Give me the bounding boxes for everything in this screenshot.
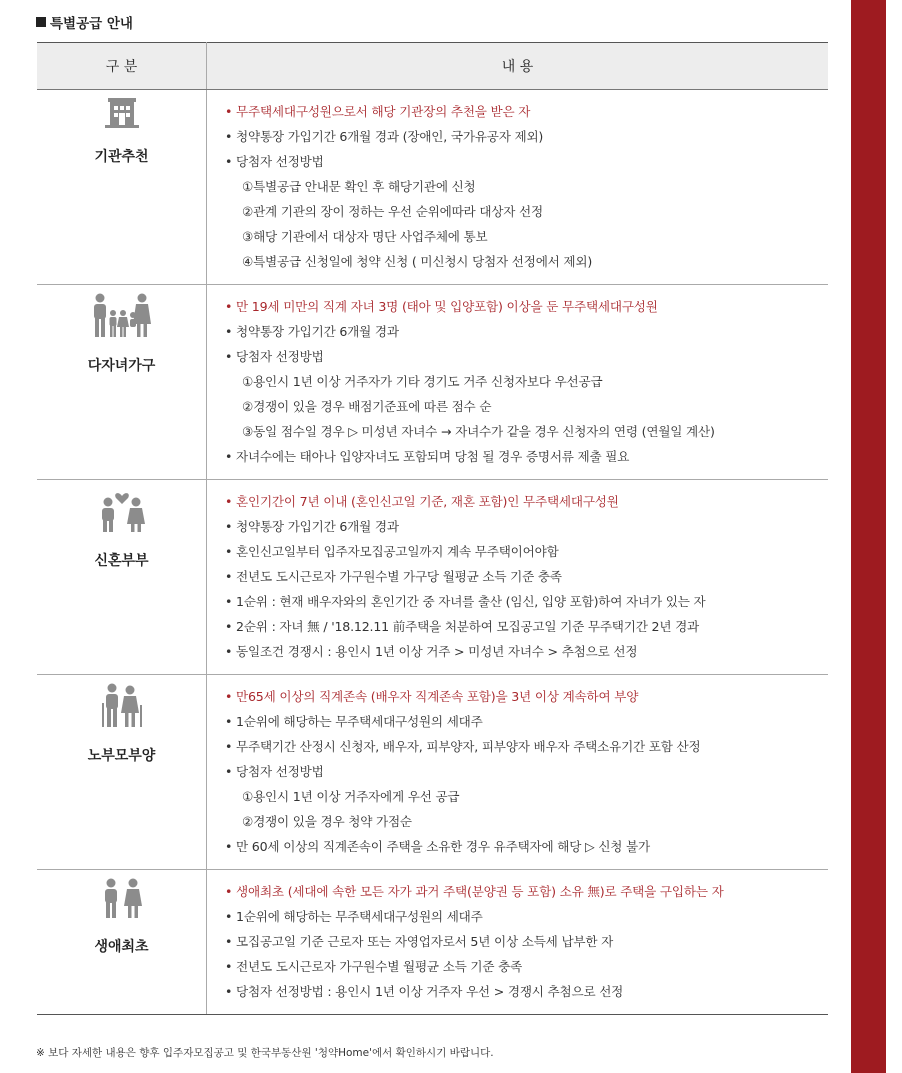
header-content: 내 용 [207,43,829,90]
content-cell [207,285,829,480]
content-cell [207,675,829,870]
section-title [36,12,133,32]
bullet-line: • 만 60세 이상의 직계존속이 주택을 소유한 경우 유주택자에 해당 ▷ 신청 불가 [225,839,650,854]
bullet-line: • 당첨자 선정방법 [225,764,324,779]
sub-item-line: ②경쟁이 있을 경우 배점기준표에 따른 점수 순 [242,399,492,414]
square-bullet-icon [36,17,46,27]
table-row [37,675,828,870]
bullet-line: • 당첨자 선정방법 [225,349,324,364]
sub-item-line: ③동일 점수일 경우 ▷ 미성년 자녀수 → 자녀수가 같을 경우 신청자의 연령 (연월일 계산) [242,424,715,439]
bullet-line: • 동일조건 경쟁시 : 용인시 1년 이상 거주 > 미성년 자녀수 > 추첨으로 선정 [225,644,638,659]
bullet-line: • 무주택기간 산정시 신청자, 배우자, 피부양자, 피부양자 배우자 주택소유기간 포함 산정 [225,739,701,754]
table-row [37,870,828,1015]
category-cell [37,675,207,870]
building-icon [38,98,205,132]
content-cell [207,870,829,1015]
highlight-line: • 혼인기간이 7년 이내 (혼인신고일 기준, 재혼 포함)인 무주택세대구성원 [225,494,619,509]
category-label: 기관추천 [94,149,149,165]
category-label: 신혼부부 [94,553,149,569]
bullet-line: • 당첨자 선정방법 : 용인시 1년 이상 거주자 우선 > 경쟁시 추첨으로 선정 [225,984,624,999]
category-cell [37,90,207,285]
couple-icon [38,878,205,922]
header-category: 구 분 [37,43,207,90]
category-cell [37,285,207,480]
sub-item-line: ②경쟁이 있을 경우 청약 가점순 [242,814,412,829]
section-title-text: 특별공급 안내 [50,16,133,32]
category-label: 노부모부양 [87,748,156,764]
content-cell [207,90,829,285]
sub-item-line: ②관계 기관의 장이 정하는 우선 순위에따라 대상자 선정 [242,204,543,219]
highlight-line: • 만 19세 미만의 직계 자녀 3명 (태아 및 입양포함) 이상을 둔 무주택세대구성원 [225,299,658,314]
sub-item-line: ①용인시 1년 이상 거주자가 기타 경기도 거주 신청자보다 우선공급 [242,374,603,389]
bullet-line: • 자녀수에는 태아나 입양자녀도 포함되며 당첨 될 경우 증명서류 제출 필요 [225,449,630,464]
couple-heart-icon [38,488,205,536]
bullet-line: • 전년도 도시근로자 가구원수별 가구당 월평균 소득 기준 충족 [225,569,562,584]
side-accent-bar [851,0,886,1073]
bullet-line: • 모집공고일 기준 근로자 또는 자영업자로서 5년 이상 소득세 납부한 자 [225,934,614,949]
bullet-line: • 혼인신고일부터 입주자모집공고일까지 계속 무주택이어야함 [225,544,559,559]
bullet-line: • 1순위에 해당하는 무주택세대구성원의 세대주 [225,909,483,924]
bullet-line: • 청약통장 가입기간 6개월 경과 [225,324,399,339]
bullet-line: • 당첨자 선정방법 [225,154,324,169]
category-cell [37,480,207,675]
sub-item-line: ①특별공급 안내문 확인 후 해당기관에 신청 [242,179,476,194]
content-cell [207,480,829,675]
sub-item-line: ③해당 기관에서 대상자 명단 사업주체에 통보 [242,229,488,244]
table-row [37,285,828,480]
bullet-line: • 1순위에 해당하는 무주택세대구성원의 세대주 [225,714,483,729]
family-icon [38,293,205,341]
bullet-line: • 전년도 도시근로자 가구원수별 월평균 소득 기준 충족 [225,959,523,974]
sub-item-line: ①용인시 1년 이상 거주자에게 우선 공급 [242,789,460,804]
elderly-parents-icon [38,683,205,731]
bullet-line: • 청약통장 가입기간 6개월 경과 [225,519,399,534]
bullet-line: • 청약통장 가입기간 6개월 경과 (장애인, 국가유공자 제외) [225,129,544,144]
footnote: ※ 보다 자세한 내용은 향후 입주자모집공고 및 한국부동산원 '청약Home'에서 확인하시기 바랍니다. [36,1047,494,1059]
highlight-line: • 무주택세대구성원으로서 해당 기관장의 추천을 받은 자 [225,104,531,119]
table-row [37,90,828,285]
highlight-line: • 만65세 이상의 직계존속 (배우자 직계존속 포함)을 3년 이상 계속하여 부양 [225,689,639,704]
table-row [37,480,828,675]
table-header-row [37,43,828,90]
special-supply-table [37,42,828,1015]
category-cell [37,870,207,1015]
category-label: 생애최초 [94,939,149,955]
highlight-line: • 생애최초 (세대에 속한 모든 자가 과거 주택(분양권 등 포함) 소유 無)로 주택을 구입하는 자 [225,884,724,899]
bullet-line: • 2순위 : 자녀 無 / '18.12.11 前주택을 처분하여 모집공고일 기준 무주택기간 2년 경과 [225,619,700,634]
sub-item-line: ④특별공급 신청일에 청약 신청 ( 미신청시 당첨자 선정에서 제외) [242,254,593,269]
bullet-line: • 1순위 : 현재 배우자와의 혼인기간 중 자녀를 출산 (임신, 입양 포함)하여 자녀가 있는 자 [225,594,706,609]
category-label: 다자녀가구 [87,358,156,374]
